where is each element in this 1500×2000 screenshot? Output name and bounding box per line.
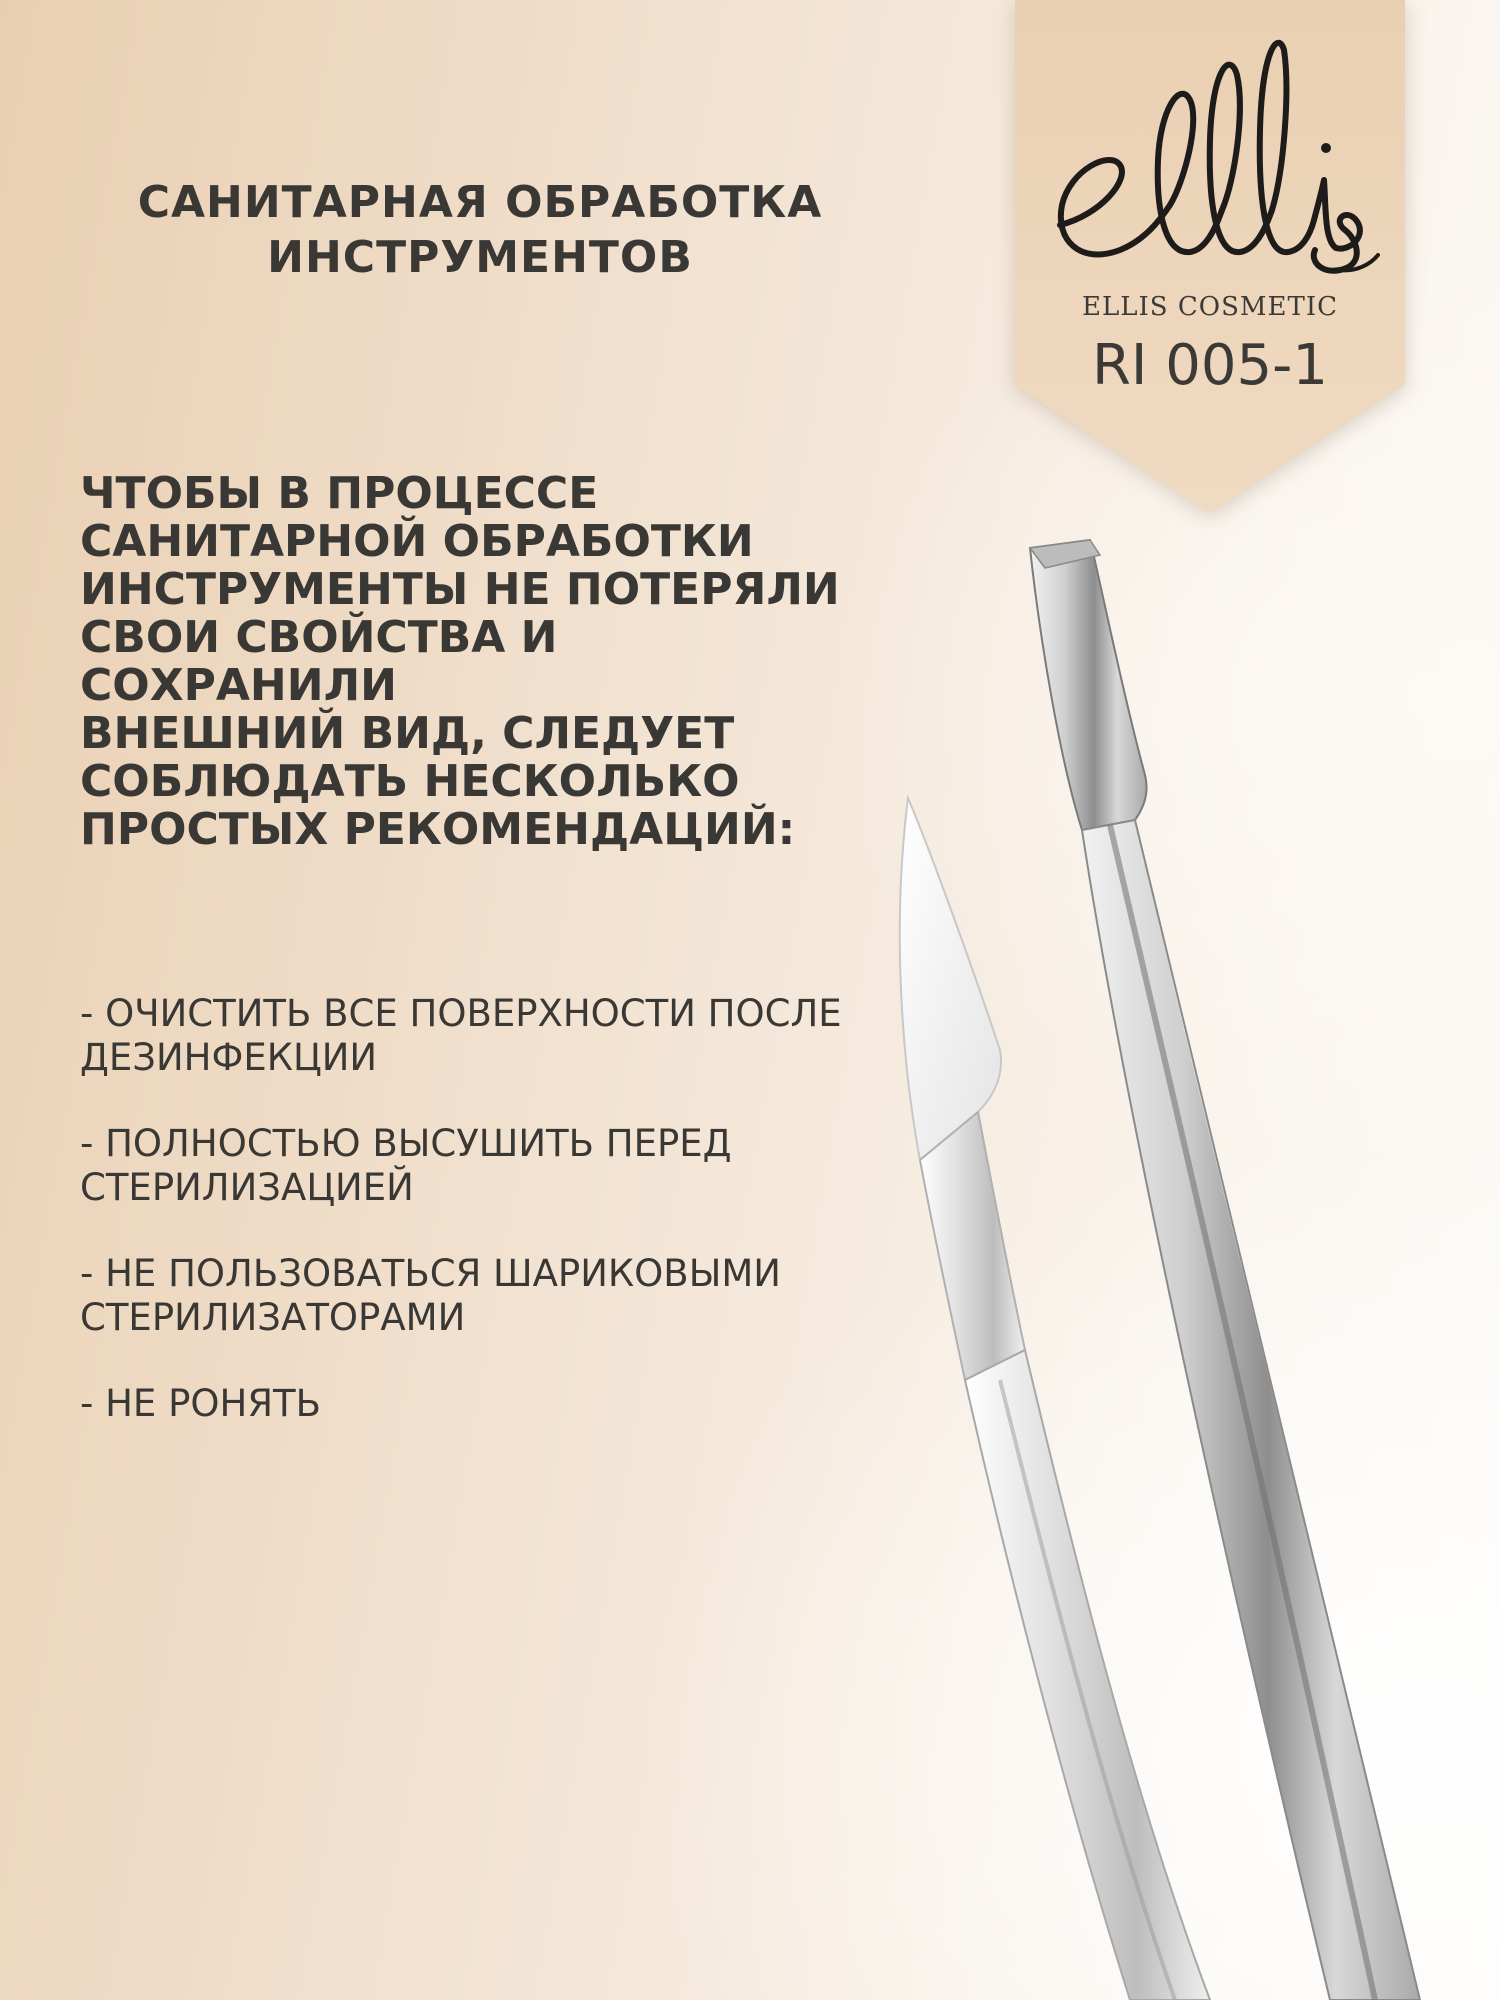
title-line: САНИТАРНАЯ ОБРАБОТКА	[137, 177, 823, 228]
intro-line: СОБЛЮДАТЬ НЕСКОЛЬКО	[80, 756, 740, 807]
intro-line: ВНЕШНИЙ ВИД, СЛЕДУЕТ	[80, 708, 735, 759]
tip-line: - НЕ ПОЛЬЗОВАТЬСЯ ШАРИКОВЫМИ	[80, 1252, 781, 1295]
list-item	[80, 992, 880, 1080]
brand-name: ELLIS COSMETIC	[1082, 292, 1338, 322]
intro-line: ИНСТРУМЕНТЫ НЕ ПОТЕРЯЛИ	[80, 564, 840, 615]
intro-line: ЧТОБЫ В ПРОЦЕССЕ	[80, 468, 599, 519]
tip-line: ДЕЗИНФЕКЦИИ	[80, 1036, 378, 1079]
model-number: RI 005-1	[1092, 333, 1328, 398]
list-item	[80, 1382, 880, 1426]
tip-line: - НЕ РОНЯТЬ	[80, 1382, 322, 1425]
ellis-logo	[1040, 30, 1380, 290]
intro-text	[80, 470, 880, 854]
tip-line: СТЕРИЛИЗАТОРАМИ	[80, 1296, 466, 1339]
tips-list	[80, 992, 880, 1468]
page-title	[100, 175, 860, 285]
intro-line: СВОИ СВОЙСТВА И СОХРАНИЛИ	[80, 612, 558, 711]
tip-line: СТЕРИЛИЗАЦИЕЙ	[80, 1166, 414, 1209]
tip-line: - ОЧИСТИТЬ ВСЕ ПОВЕРХНОСТИ ПОСЛЕ	[80, 992, 842, 1035]
title-line: ИНСТРУМЕНТОВ	[267, 232, 693, 283]
intro-line: ПРОСТЫХ РЕКОМЕНДАЦИЙ:	[80, 804, 796, 855]
tip-line: - ПОЛНОСТЬЮ ВЫСУШИТЬ ПЕРЕД	[80, 1122, 732, 1165]
list-item	[80, 1252, 880, 1340]
intro-line: САНИТАРНОЙ ОБРАБОТКИ	[80, 516, 754, 567]
list-item	[80, 1122, 880, 1210]
product-image	[860, 520, 1500, 2000]
